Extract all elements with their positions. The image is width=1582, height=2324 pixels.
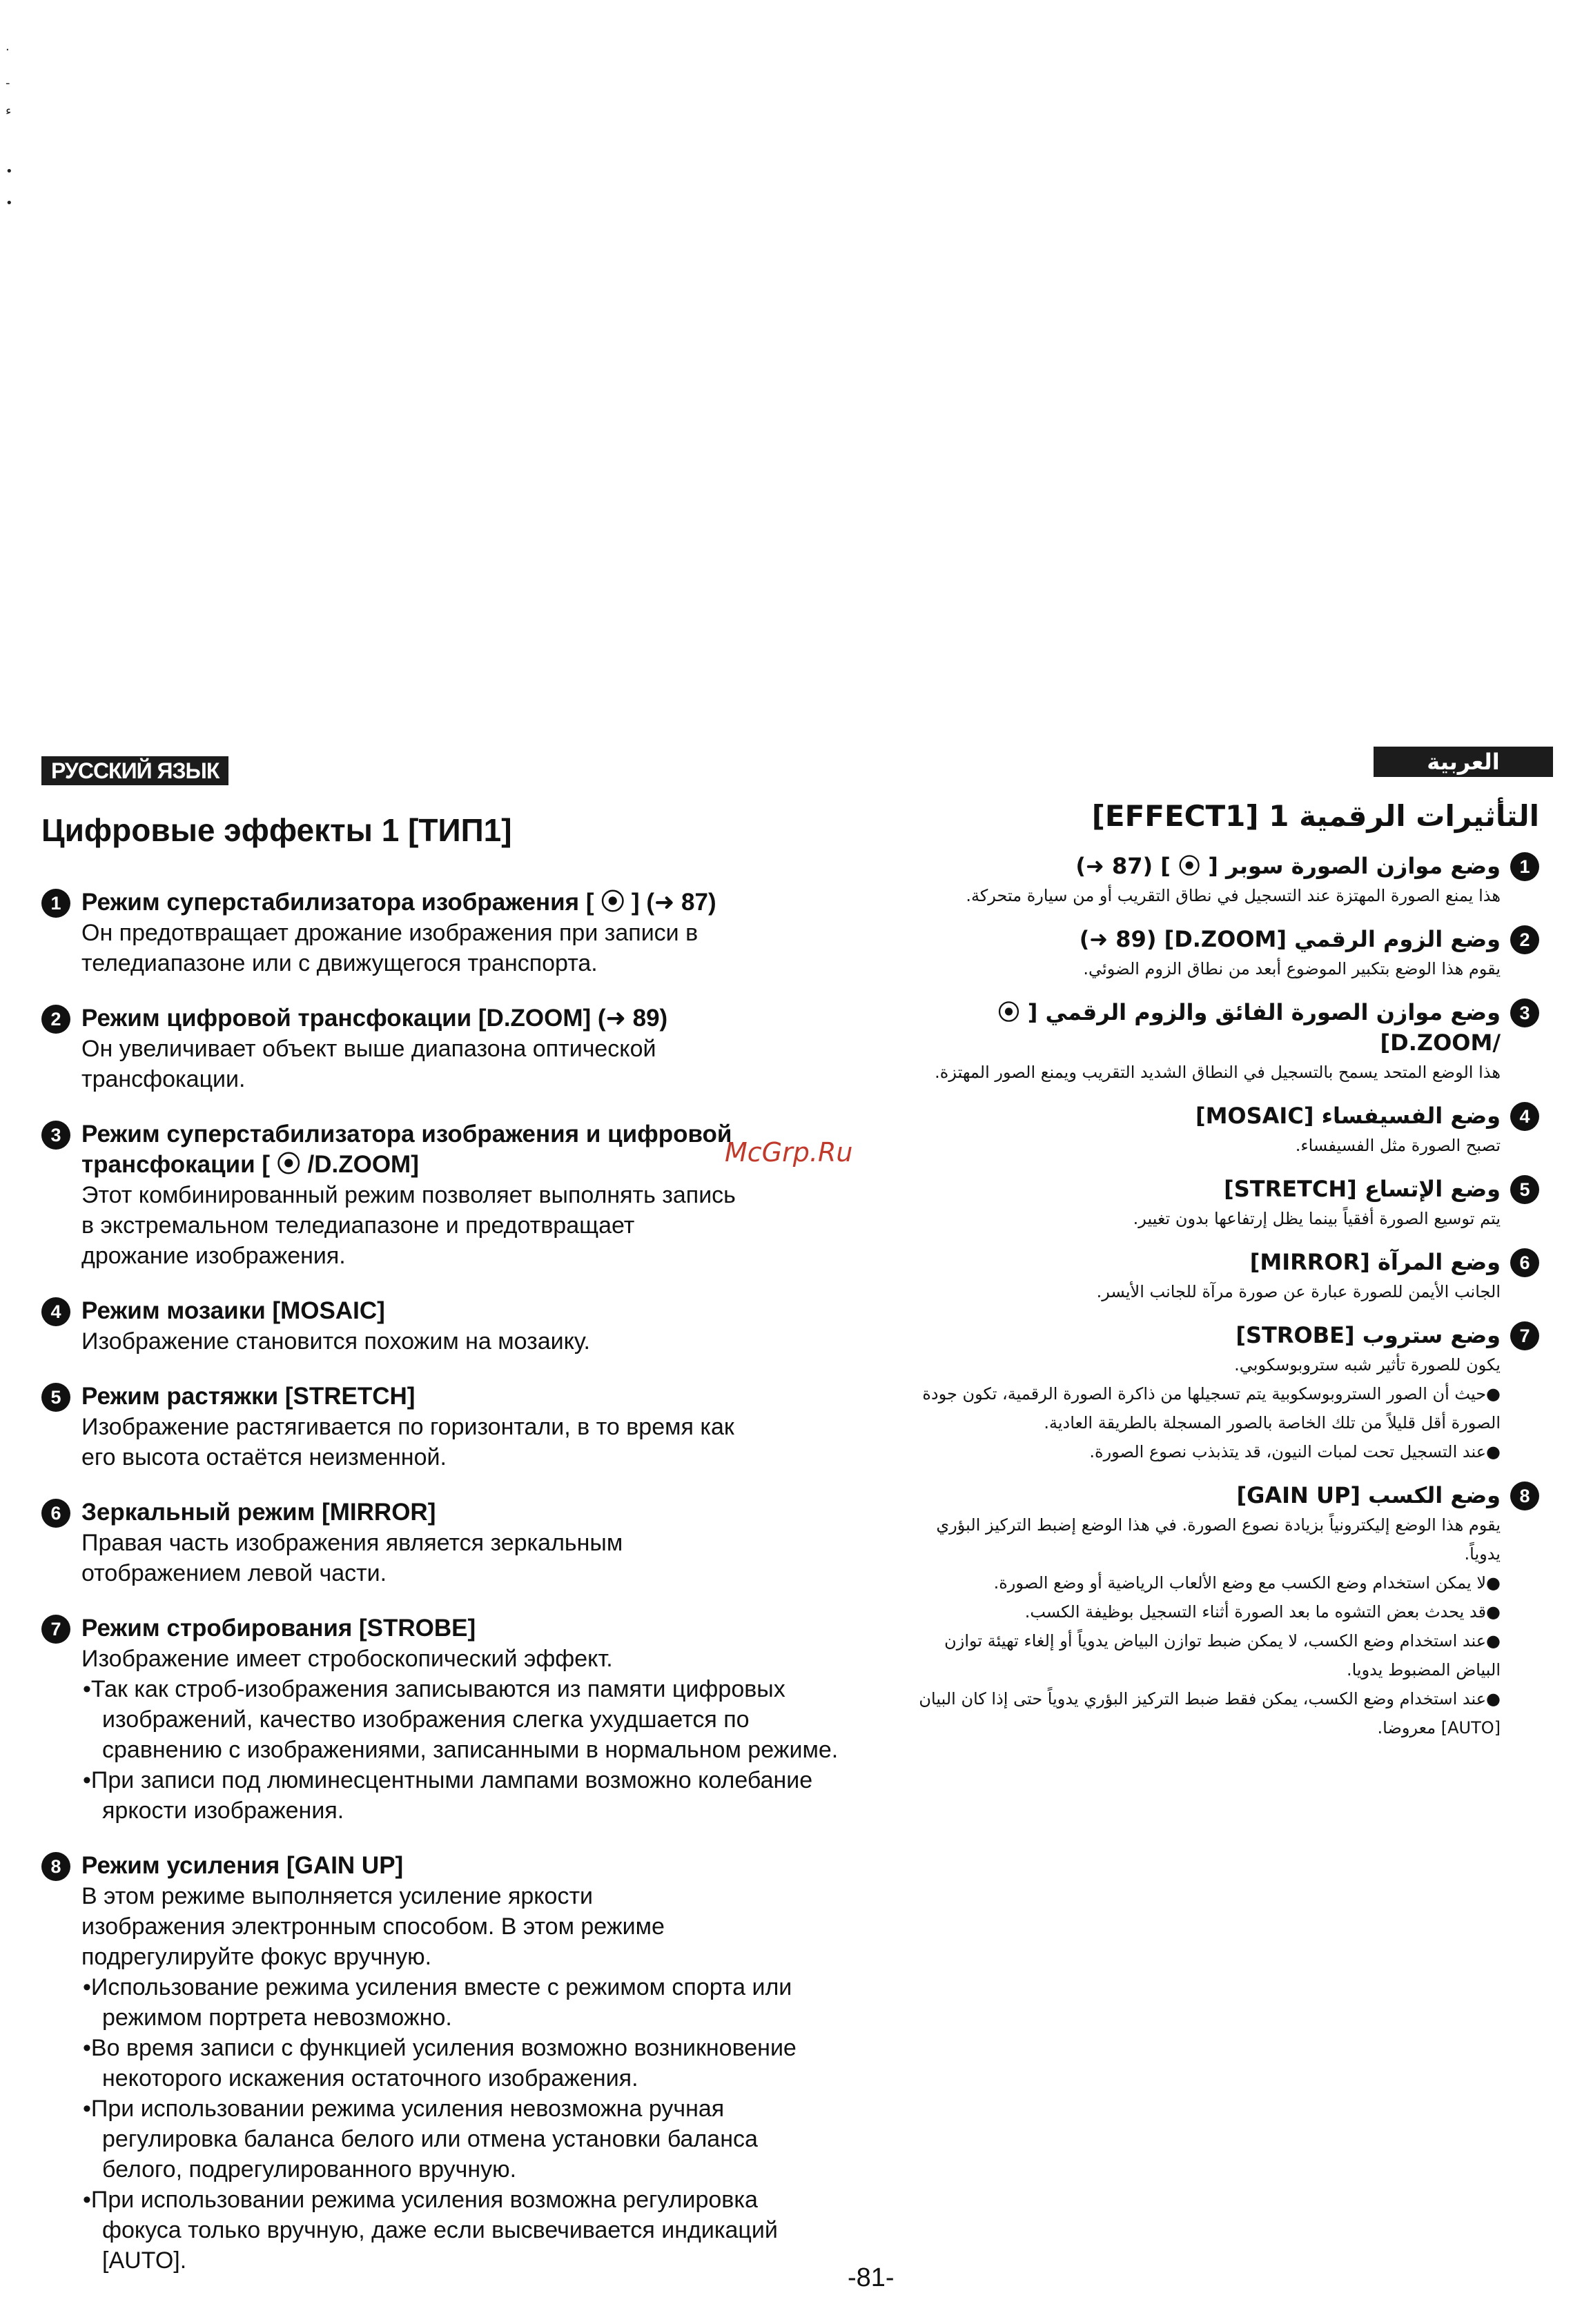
ru-item-description: Изображение имеет стробоскопический эффект. [81, 1646, 613, 1672]
ar-effect-item [904, 1174, 1539, 1233]
edge-mark: - [6, 76, 10, 90]
ru-item-heading: Зеркальный режим [MIRROR] [81, 1499, 436, 1526]
ar-item-heading: وضع موازن الصورة الفائق والزوم الرقمي [ ⦿ /D.ZOOM] [997, 999, 1501, 1056]
ar-effect-item [904, 1480, 1539, 1742]
item-number-badge: 7 [41, 1615, 70, 1644]
ru-item-heading: Режим суперстабилизатора изображения [ ⦿ ] (➜ 87) [81, 889, 716, 916]
ar-item-bullet: ●حيث أن الصور الستروبوسكوبية يتم تسجيلها من ذاكرة الصورة الرقمية، تكون جودة الصورة أقل قليلاً من تلك الخاصة بالصور المسجلة بالطريقة العادية. [922, 1384, 1501, 1432]
item-number-badge: 2 [41, 1005, 70, 1034]
ru-item-description: изображения электронным способом. В этом режиме [81, 1913, 665, 1940]
ar-item-bullet: ●قد يحدث بعض التشوه ما بعد الصورة أثناء التسجيل بوظيفة الكسب. [1024, 1602, 1501, 1622]
ru-item-description: Изображение становится похожим на мозаику. [81, 1328, 590, 1355]
ar-item-heading: وضع موازن الصورة سوبر [ ⦿ ] (87 ➜) [1075, 853, 1501, 879]
edge-mark: • [6, 196, 13, 210]
ru-item-description: Этот комбинированный режим позволяет выполнять запись [81, 1182, 736, 1208]
ru-effect-item [41, 1119, 842, 1271]
russian-column [41, 811, 842, 2301]
ar-item-bullet: ●لا يمكن استخدام وضع الكسب مع وضع الألعاب الرياضية أو وضع الصورة. [993, 1573, 1501, 1593]
ar-item-description: يتم توسيع الصورة أفقياً بينما يظل إرتفاعها بدون تغيير. [1133, 1209, 1501, 1228]
ru-item-heading: Режим мозаики [MOSAIC] [81, 1297, 385, 1324]
ru-item-heading: Режим стробирования [STROBE] [81, 1615, 476, 1642]
ru-item-heading: Режим цифровой трансфокации [D.ZOOM] (➜ 89) [81, 1005, 668, 1032]
ar-item-description: تصبح الصورة مثل الفسيفساء. [1295, 1136, 1501, 1155]
ru-effect-item [41, 1381, 842, 1473]
ar-item-heading: وضع الإتساع [STRETCH] [1224, 1176, 1501, 1202]
item-number-badge: 7 [1510, 1321, 1539, 1350]
ar-item-description: يقوم هذا الوضع إليكترونياً بزيادة نصوع الصورة. في هذا الوضع إضبط التركيز البؤري يدوياً. [936, 1515, 1501, 1564]
ru-item-bullet: •Во время записи с функцией усиления возможно возникновение некоторого искажения остаточного изображения. [83, 2035, 797, 2091]
ru-effect-item [41, 887, 842, 978]
ru-item-description: трансфокации. [81, 1066, 246, 1092]
ar-item-bullet: ●عند التسجيل تحت لمبات النيون، قد يتذبذب نصوع الصورة. [1089, 1442, 1501, 1461]
ar-item-heading: وضع المرآة [MIRROR] [1249, 1249, 1501, 1275]
ar-effect-item [904, 851, 1539, 910]
ar-item-description: يقوم هذا الوضع بتكبير الموضوع أبعد من نطاق الزوم الضوئي. [1083, 959, 1501, 978]
ar-effect-item [904, 1320, 1539, 1466]
ru-item-bullet: •Использование режима усиления вместе с режимом спорта или режимом портрета невозможно. [83, 1974, 792, 2031]
ar-effect-item [904, 997, 1539, 1087]
item-number-badge: 8 [1510, 1481, 1539, 1510]
ru-item-description: в экстремальном теледиапазоне и предотвращает [81, 1212, 635, 1239]
ru-item-description: Изображение растягивается по горизонтали, в то время как [81, 1414, 734, 1440]
item-number-badge: 4 [1510, 1102, 1539, 1131]
item-number-badge: 6 [41, 1499, 70, 1528]
ru-item-heading: Режим усиления [GAIN UP] [81, 1852, 404, 1879]
ru-effect-item [41, 1296, 842, 1357]
ru-item-heading: Режим суперстабилизатора изображения и цифровой трансфокации [ ⦿ /D.ZOOM] [81, 1121, 732, 1178]
ru-item-description: его высота остаётся неизменной. [81, 1444, 447, 1470]
item-number-badge: 5 [41, 1383, 70, 1412]
ar-item-description: يكون للصورة تأثير شبه ستروبوسكوبي. [1234, 1355, 1501, 1375]
ar-item-bullet: ●عند استخدام وضع الكسب، لا يمكن ضبط توازن البياض يدوياً أو إلغاء تهيئة توازن البياض المضبوط يدويا. [944, 1631, 1501, 1680]
language-badge-russian: РУССКИЙ ЯЗЫК [41, 756, 228, 785]
item-number-badge: 1 [1510, 852, 1539, 881]
ar-item-heading: وضع الزوم الرقمي [D.ZOOM] (89 ➜) [1079, 926, 1501, 952]
ru-item-description: В этом режиме выполняется усиление яркости [81, 1883, 594, 1909]
arabic-column [904, 799, 1539, 1756]
edge-mark: • [6, 164, 13, 179]
ru-item-description: отображением левой части. [81, 1560, 387, 1586]
watermark: McGrp.Ru [725, 1137, 853, 1168]
ru-effect-item [41, 1003, 842, 1094]
ru-item-description: дрожание изображения. [81, 1243, 346, 1269]
page-number: -81- [848, 2263, 895, 2292]
ar-item-description: هذا يمنع الصورة المهتزة عند التسجيل في نطاق التقريب أو من سيارة متحركة. [966, 886, 1501, 905]
ru-section-title: Цифровые эффекты 1 [ТИП1] [41, 812, 512, 848]
ar-item-heading: وضع الفسيفساء [MOSAIC] [1195, 1103, 1501, 1129]
item-number-badge: 3 [1510, 998, 1539, 1027]
ar-item-heading: وضع ستروب [STROBE] [1236, 1322, 1501, 1348]
ar-item-heading: وضع الكسب [GAIN UP] [1236, 1482, 1501, 1508]
item-number-badge: 3 [41, 1121, 70, 1150]
item-number-badge: 4 [41, 1297, 70, 1326]
ar-item-list [904, 851, 1539, 1742]
ar-item-description: هذا الوضع المتحد يسمح بالتسجيل في النطاق الشديد التقريب ويمنع الصور المهتزة. [935, 1063, 1501, 1082]
edge-mark: · [6, 43, 10, 57]
ru-effect-item [41, 1497, 842, 1588]
item-number-badge: 8 [41, 1852, 70, 1881]
ar-effect-item [904, 1101, 1539, 1160]
ru-item-list [41, 887, 842, 2276]
item-number-badge: 1 [41, 889, 70, 918]
ar-effect-item [904, 1247, 1539, 1306]
ru-item-bullet: •При записи под люминесцентными лампами возможно колебание яркости изображения. [83, 1767, 813, 1824]
ru-effect-item [41, 1851, 842, 2276]
item-number-badge: 6 [1510, 1248, 1539, 1277]
ru-item-bullet: •Так как строб-изображения записываются из памяти цифровых изображений, качество изображения слегка ухудшается по сравнению с изображениями, записанными в нормальном режиме. [83, 1676, 839, 1763]
ru-item-bullet: •При использовании режима усиления невозможна ручная регулировка баланса белого или отмена установки баланса белого, подрегулированного вручную. [83, 2096, 758, 2183]
ru-item-bullet: •При использовании режима усиления возможна регулировка фокуса только вручную, даже если высвечивается индикаций [AUTO]. [83, 2187, 778, 2274]
item-number-badge: 5 [1510, 1175, 1539, 1204]
ru-item-description: Он увеличивает объект выше диапазона оптической [81, 1036, 656, 1062]
ar-item-bullet: ●عند استخدام وضع الكسب، يمكن فقط ضبط التركيز البؤري يدوياً حتى إذا كان البيان [AUTO] معروضا. [919, 1689, 1501, 1737]
ru-effect-item [41, 1613, 842, 1826]
ru-item-heading: Режим растяжки [STRETCH] [81, 1383, 416, 1410]
edge-mark: ء [6, 104, 12, 118]
ar-item-description: الجانب الأيمن للصورة عبارة عن صورة مرآة للجانب الأيسر. [1096, 1282, 1501, 1301]
item-number-badge: 2 [1510, 925, 1539, 954]
ar-effect-item [904, 924, 1539, 983]
ru-item-description: теледиапазоне или с движущегося транспорта. [81, 950, 598, 976]
ar-section-title: التأثيرات الرقمية 1 [EFFECT1] [1091, 799, 1539, 833]
language-badge-arabic: العربية [1374, 747, 1553, 777]
ru-item-description: подрегулируйте фокус вручную. [81, 1944, 432, 1970]
ru-item-description: Он предотвращает дрожание изображения при записи в [81, 920, 699, 946]
ru-item-description: Правая часть изображения является зеркальным [81, 1530, 623, 1556]
